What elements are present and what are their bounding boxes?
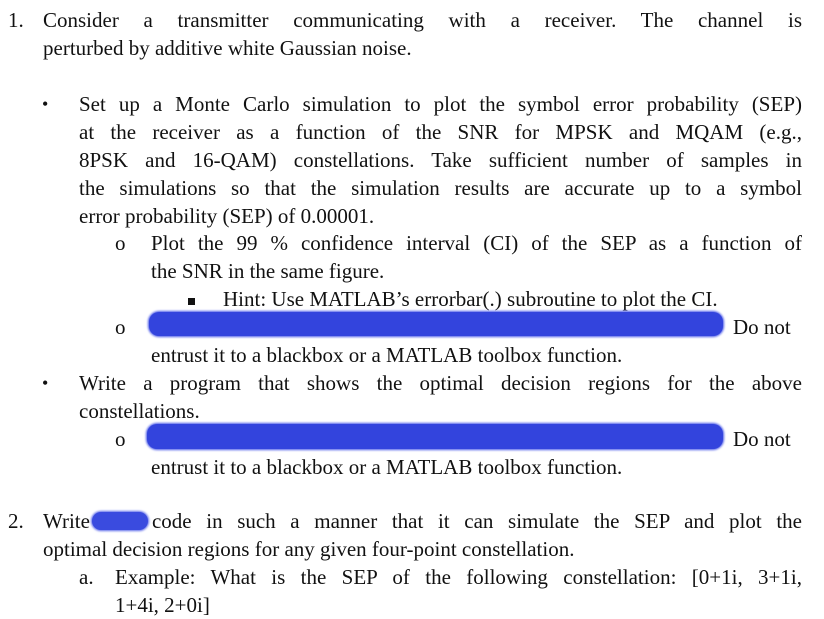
q1-text-line1: Consider a transmitter communicating with a receiver. The channel is (43, 8, 802, 32)
sub-a2-marker: o (115, 315, 126, 339)
q2-write-word: Write (43, 509, 90, 533)
bullet-a-marker: • (42, 94, 49, 114)
redaction-mark (149, 312, 723, 336)
example-marker: a. (79, 565, 94, 589)
bullet-b-line2: constellations. (79, 399, 200, 423)
example-line1: Example: What is the SEP of the following constellation: [0+1i, 3+1i, (115, 565, 802, 589)
sub-b1-line2: entrust it to a blackbox or a MATLAB toolbox function. (151, 455, 623, 479)
hint-text: Hint: Use MATLAB’s errorbar(.) subroutine to plot the CI. (223, 287, 718, 311)
hint-square-bullet (188, 285, 195, 313)
sub-a1-line1: Plot the 99 % confidence interval (CI) of the SEP as a function of (151, 231, 802, 255)
bullet-a-line5: error probability (SEP) of 0.00001. (79, 204, 375, 228)
bullet-a-line2: at the receiver as a function of the SNR for MPSK and MQAM (e.g., (79, 120, 802, 144)
bullet-a-line1: Set up a Monte Carlo simulation to plot the symbol error probability (SEP) (79, 92, 802, 116)
sub-b1-tail: Do not (733, 427, 791, 451)
bullet-b-marker: • (42, 373, 49, 393)
bullet-a-line3: 8PSK and 16-QAM) constellations. Take sufficient number of samples in (79, 148, 802, 172)
redaction-mark (92, 512, 148, 530)
sub-a1-marker: o (115, 231, 126, 255)
sub-b1-marker: o (115, 427, 126, 451)
sub-a2-tail: Do not (733, 315, 791, 339)
q1-text-line2: perturbed by additive white Gaussian noise. (43, 36, 412, 60)
q2-text-line2: optimal decision regions for any given four-point constellation. (43, 537, 575, 561)
q2-text-line1 (43, 507, 802, 535)
sub-a2-line2: entrust it to a blackbox or a MATLAB toolbox function. (151, 343, 623, 367)
bullet-a-line4: the simulations so that the simulation results are accurate up to a symbol (79, 176, 802, 200)
redaction-mark (147, 424, 723, 449)
q2-number: 2. (8, 509, 24, 533)
bullet-b-line1: Write a program that shows the optimal decision regions for the above (79, 371, 802, 395)
q1-number: 1. (8, 8, 24, 32)
q2-line1-rest: code in such a manner that it can simulate the SEP and plot the (151, 509, 802, 533)
example-line2: 1+4i, 2+0i] (115, 593, 210, 617)
sub-a1-line2: the SNR in the same figure. (151, 259, 385, 283)
